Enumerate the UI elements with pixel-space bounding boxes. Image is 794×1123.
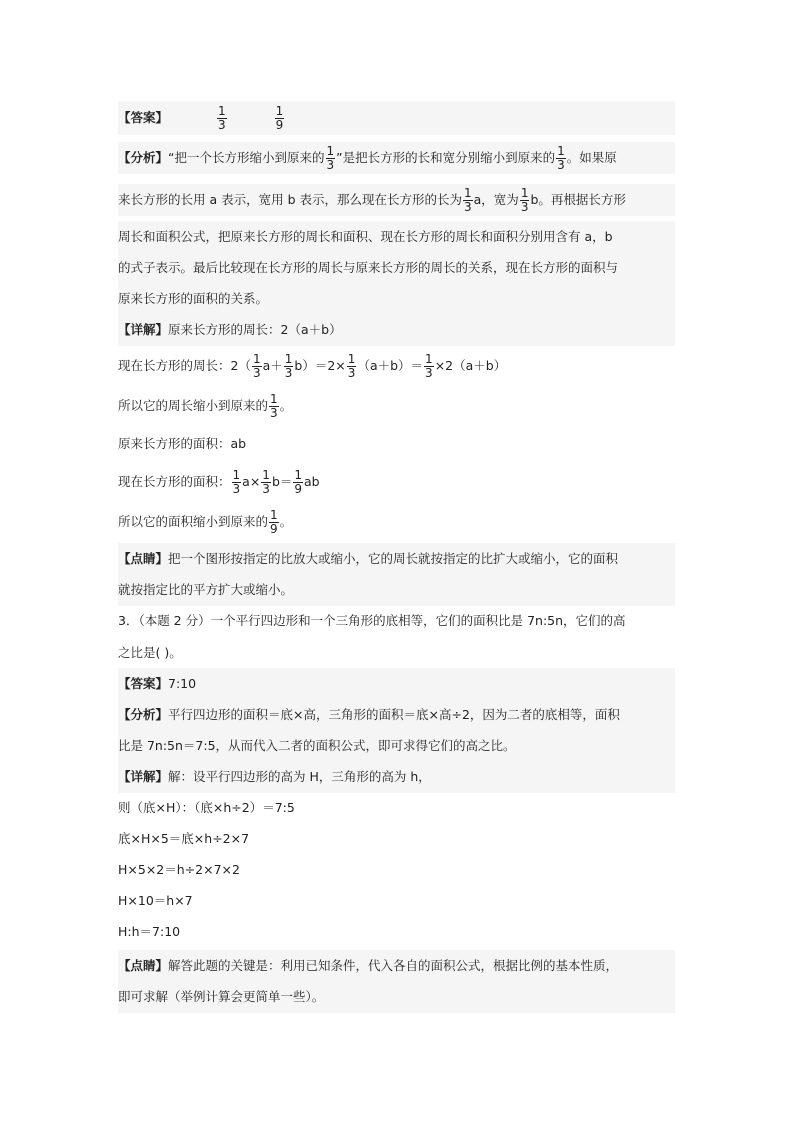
detail-tag: 【详解】 <box>118 769 169 784</box>
comment-tag: 【点睛】 <box>118 958 169 973</box>
fraction: $\frac{1}{3}$ <box>520 186 529 214</box>
q3-detail-line-2: 则（底×H）：（底×h÷2）＝7:5 <box>118 800 295 815</box>
q2-detail-line-5: 现在长方形的面积： $\frac{1}{3}$ a× $\frac{1}{3}$ b＝ $\frac{1}{9}$ ab <box>118 468 320 496</box>
q2-comment-line-1: 【点睛】把一个图形按指定的比放大或缩小，它的周长就按指定的比扩大或缩小，它的面积 <box>118 543 675 575</box>
q3-comment-line-1: 【点睛】解答此题的关键是：利用已知条件，代入各自的面积公式，根据比例的基本性质， <box>118 950 675 982</box>
fraction: $\frac{1}{3}$ <box>464 186 472 214</box>
q2-comment-line-2: 就按指定比的平方扩大或缩小。 <box>118 574 675 606</box>
q3-stem-line-2: 之比是( )。 <box>118 645 182 660</box>
answer-value: 7:10 <box>168 676 197 691</box>
q2-analysis-line-1: 【分析】“把一个长方形缩小到原来的 $\frac{1}{3}$ ”是把长方形的长和宽分别缩小到原来的 $\frac{1}{3}$ 。如果原 <box>118 142 675 174</box>
q3-detail-line-5: H×10＝h×7 <box>118 893 193 908</box>
q3-analysis-line-2: 比是 7n:5n＝7:5，从而代入二者的面积公式，即可求得它们的高之比。 <box>118 730 675 762</box>
q2-detail-line-4: 原来长方形的面积：ab <box>118 436 247 451</box>
q2-detail-line-3: 所以它的周长缩小到原来的 $\frac{1}{3}$ 。 <box>118 392 293 420</box>
fraction: $\frac{1}{9}$ <box>270 508 278 536</box>
q2-analysis-line-2: 来长方形的长用 a 表示，宽用 b 表示，那么现在长方形的长为 $\frac{1}{3}$ a，宽为 $\frac{1}{3}$ b。再根据长方形 <box>118 184 675 216</box>
fraction: $\frac{1}{9}$ <box>294 468 303 496</box>
q2-detail-line-1: 【详解】原来长方形的周长：2（a＋b） <box>118 314 675 346</box>
q2-answer-line <box>118 101 675 135</box>
q3-detail-line-4: H×5×2＝h÷2×7×2 <box>118 862 240 877</box>
answer-tag: 【答案】 <box>118 676 169 691</box>
q2-analysis-line-4: 的式子表示。最后比较现在长方形的周长与原来长方形的周长的关系，现在长方形的面积与 <box>118 252 675 284</box>
answer-tag: 【答案】 <box>118 110 169 125</box>
fraction: $\frac{1}{3}$ <box>270 392 278 420</box>
analysis-tag: 【分析】 <box>118 707 169 722</box>
answer-fraction-1: $\frac{1}{3}$ <box>217 104 226 132</box>
q3-comment-line-2: 即可求解（举例计算会更简单一些）。 <box>118 981 675 1013</box>
comment-tag: 【点睛】 <box>118 551 169 566</box>
answer-fraction-2: $\frac{1}{9}$ <box>275 104 284 132</box>
q3-detail-line-6: H:h＝7:10 <box>118 924 181 939</box>
fraction: $\frac{1}{3}$ <box>262 468 270 496</box>
q3-stem-line-1: 3．（本题 2 分）一个平行四边形和一个三角形的底相等，它们的面积比是 7n:5n，它们的高 <box>118 613 626 628</box>
fraction: $\frac{1}{3}$ <box>425 352 433 380</box>
fraction: $\frac{1}{3}$ <box>557 144 565 172</box>
fraction: $\frac{1}{3}$ <box>252 352 261 380</box>
q3-answer-line <box>118 668 675 700</box>
fraction: $\frac{1}{3}$ <box>326 144 335 172</box>
q3-detail-line-3: 底×H×5＝底×h÷2×7 <box>118 831 250 846</box>
q2-analysis-line-5: 原来长方形的面积的关系。 <box>118 283 675 315</box>
q3-analysis-line-1: 【分析】平行四边形的面积＝底×高，三角形的面积＝底×高÷2，因为二者的底相等，面积 <box>118 699 675 731</box>
fraction: $\frac{1}{3}$ <box>284 352 293 380</box>
detail-tag: 【详解】 <box>118 322 169 337</box>
q2-detail-line-2: 现在长方形的周长：2（ $\frac{1}{3}$ a＋ $\frac{1}{3}$ b）＝2× $\frac{1}{3}$ （a＋b）＝ $\frac{1}{3}$ ×2（a＋b） <box>118 352 507 380</box>
fraction: $\frac{1}{3}$ <box>232 468 241 496</box>
q2-analysis-line-3: 周长和面积公式，把原来长方形的周长和面积、现在长方形的周长和面积分别用含有 a，b <box>118 221 675 253</box>
analysis-tag: 【分析】 <box>118 150 169 165</box>
fraction: $\frac{1}{3}$ <box>347 352 356 380</box>
q3-detail-line-1: 【详解】解：设平行四边形的高为 H，三角形的高为 h， <box>118 761 675 793</box>
q2-detail-line-6: 所以它的面积缩小到原来的 $\frac{1}{9}$ 。 <box>118 508 293 536</box>
